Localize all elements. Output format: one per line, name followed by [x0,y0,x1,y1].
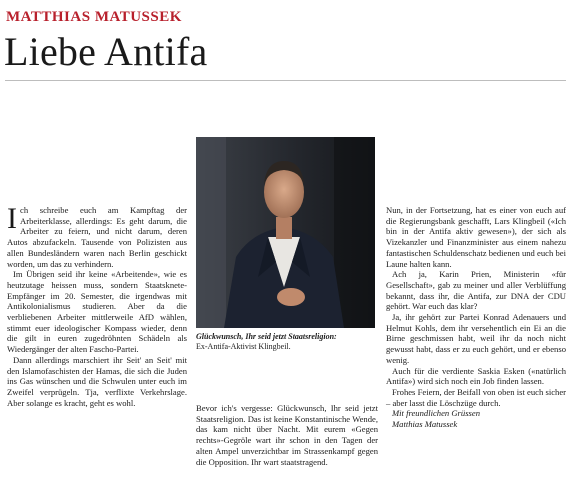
paragraph: Im Übrigen seid ihr keine «Arbeitende», wie es heutzutage heissen muss, sondern Staatsknete-Empfänger im 20. Semester, die irgendwas mit Antikolonialismus studieren. Aber da die verbliebenen Arbeiter mittlerweile AfD wählen, stimmt euer ideologischer Kompass wieder, denn die gilt in euren zugedröhnten Schädeln als Wiedergänger der alten Fascho-Partei. [7,269,187,355]
photo-caption [196,332,378,352]
headline: Liebe Antifa [4,29,208,74]
column-1 [7,202,187,408]
signature-greeting: Mit freundlichen Grüssen [392,408,480,419]
portrait-photo [196,137,375,328]
divider [5,80,566,81]
drop-cap: I [7,202,17,235]
paragraph: Ja, ihr gehört zur Partei Konrad Adenauers und Helmut Kohls, dem ihr versehentlich ein Ei an die Birne geschmissen habt, weil ihr da noch nicht gewusst habt, dass er zu euch gehört, und er ebenso wenig. [386,312,566,365]
author-name: MATTHIAS MATUSSEK [6,9,182,25]
caption-text: Ex-Antifa-Aktivist Klingbeil. [196,342,291,351]
portrait-image [196,137,375,328]
signature-name: Matthias Matussek [392,419,458,430]
paragraph: Dann allerdings marschiert ihr Seit' an Seit' mit den Islamofaschisten der Hamas, die sich die Juden ins Gas wünschen und die Schwulen unter euch im Zweifel verprügeln. Tja, verflixte Verkehrslage. Aber solange es kracht, geht es wohl. [7,354,187,408]
paragraph-text: ch schreibe euch am Kampftag der Arbeiterklasse, allerdings: Es geht darum, die Arbeiter zu feiern, und nicht darum, deren Autos abzufackeln. Tausende von Polizisten aus allen Bundesländern waren nach Berlin geschickt worden, um das zu verhindern. [7,205,187,269]
column-3 [386,205,566,430]
paragraph: Auch für die verdiente Saskia Esken («natürlich Antifa») wird sich noch ein Job finden lassen. [386,365,566,387]
paragraph [7,202,187,269]
caption-lead: Glückwunsch, Ihr seid jetzt Staatsreligion: [196,332,337,341]
column-2 [196,403,378,467]
paragraph: Ach ja, Karin Prien, Ministerin «für Gesellschaft», gab zu meiner und aller Verblüffung bekannt, dass ihr, die Antifa, zur DNA der CDU gehört. War euch das klar? [386,269,566,312]
paragraph: Bevor ich's vergesse: Glückwunsch, Ihr seid jetzt Staatsreligion. Das ist keine Konstantinische Wende, das kam nicht über Nacht. Mit eurem «Gegen rechts»-Gegröle wart ihr schon in den Tagen der alten Ampel unverzichtbar im Strassenkampf gegen die Opposition. Ihr wart staatstragend. [196,403,378,467]
paragraph: Nun, in der Fortsetzung, hat es einer von euch auf die Regierungsbank geschafft, Lars Klingbeil («Ich bin in der Antifa aktiv gewesen»), der sich als Vizekanzler und Finanzminister aus einem nahezu fantastischen Schuldenschatz bedienen und euch bei Laune halten kann. [386,205,566,269]
paragraph: Frohes Feiern, der Beifall von oben ist euch sicher – aber lasst die Löschzüge durch. [386,386,566,408]
